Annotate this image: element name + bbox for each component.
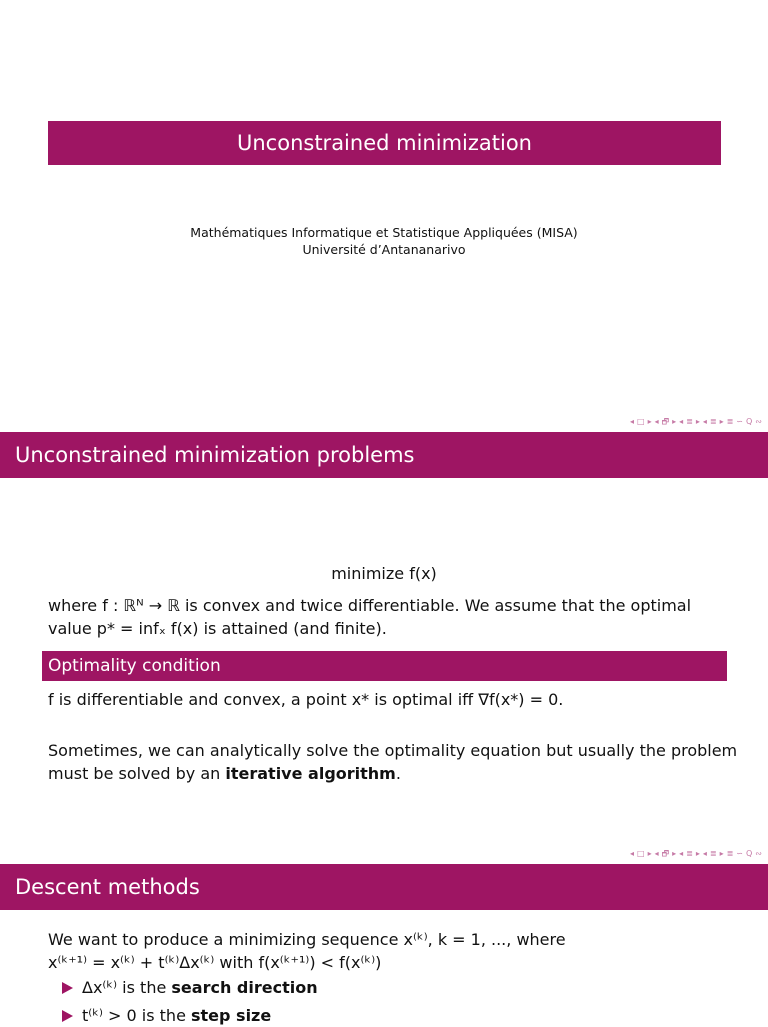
nav-right-icon[interactable]: ▸	[647, 849, 652, 858]
nav-subsection-icon[interactable]: 🗗	[661, 849, 670, 858]
text-line: where f : ℝᴺ → ℝ is convex and twice differentiable. We assume that the optimal	[48, 596, 692, 615]
bullet-triangle-icon	[62, 1010, 73, 1022]
nav-left-icon[interactable]: ◂	[654, 849, 659, 858]
presentation-title-text: Unconstrained minimization	[237, 131, 532, 155]
title-slide	[0, 0, 768, 432]
presentation-title	[48, 121, 721, 165]
emphasis-text: iterative algorithm	[225, 764, 396, 783]
nav-search-icon[interactable]: Q	[746, 849, 753, 858]
text-span: t⁽ᵏ⁾ > 0 is the	[82, 1006, 191, 1025]
nav-right-icon[interactable]: ▸	[719, 849, 724, 858]
optimality-text: f is differentiable and convex, a point x* is optimal iff ∇f(x*) = 0.	[48, 690, 564, 709]
text-line: value p* = infₓ f(x) is attained (and finite).	[48, 619, 387, 638]
nav-section-icon[interactable]: ≣	[686, 417, 693, 426]
nav-right-icon[interactable]: ▸	[695, 849, 700, 858]
affiliation-line2: Université d’Antananarivo	[302, 242, 466, 257]
emphasis-text: search direction	[171, 978, 318, 997]
text-span: .	[395, 764, 401, 783]
text-line: Sometimes, we can analytically solve the optimality equation but usually the problem	[48, 741, 738, 760]
nav-section-icon[interactable]: ≣	[709, 849, 717, 858]
slide-descent-methods	[0, 864, 768, 1024]
nav-align-icon[interactable]: ≣	[726, 849, 734, 858]
text-span: Δx⁽ᵏ⁾ is the	[82, 978, 172, 997]
nav-left-icon[interactable]: ◂	[629, 849, 634, 858]
nav-search-icon[interactable]: Q	[746, 417, 753, 426]
problem-description	[48, 594, 738, 640]
nav-section-icon[interactable]: ≣	[709, 417, 717, 426]
nav-right-icon[interactable]: ▸	[647, 417, 652, 426]
frame-title	[0, 432, 768, 478]
list-item	[62, 977, 318, 999]
text-span: must be solved by an	[48, 764, 226, 783]
nav-frame-icon[interactable]: □	[637, 417, 645, 426]
block-title	[42, 651, 727, 681]
frame-title-text: Unconstrained minimization problems	[15, 443, 415, 467]
block-title-text: Optimality condition	[48, 656, 221, 676]
nav-right-icon[interactable]: ▸	[672, 849, 677, 858]
text-line	[48, 762, 738, 785]
descent-description	[48, 928, 738, 974]
nav-forward-icon[interactable]: ∾	[755, 849, 762, 858]
nav-left-icon[interactable]: ◂	[679, 849, 684, 858]
nav-right-icon[interactable]: ▸	[719, 417, 724, 426]
affiliation-line1: Mathématiques Informatique et Statistique Appliquées (MISA)	[190, 225, 578, 240]
slide-unconstrained-problems	[0, 432, 768, 864]
nav-right-icon[interactable]: ▸	[672, 417, 677, 426]
frame-title	[0, 864, 768, 910]
bullet-text	[82, 977, 318, 999]
emphasis-text: step size	[191, 1006, 272, 1025]
text-line: We want to produce a minimizing sequence x⁽ᵏ⁾, k = 1, ..., where	[48, 930, 566, 949]
nav-left-icon[interactable]: ◂	[629, 417, 634, 426]
nav-section-icon[interactable]: ≣	[686, 849, 693, 858]
nav-left-icon[interactable]: ◂	[702, 849, 707, 858]
nav-forward-icon[interactable]: ∾	[755, 417, 762, 426]
nav-left-icon[interactable]: ◂	[702, 417, 707, 426]
beamer-navigation[interactable]	[630, 849, 762, 859]
nav-back-icon[interactable]: ∽	[736, 849, 743, 858]
nav-back-icon[interactable]: ∽	[736, 417, 743, 426]
beamer-navigation[interactable]	[630, 417, 762, 427]
text-line: x⁽ᵏ⁺¹⁾ = x⁽ᵏ⁾ + t⁽ᵏ⁾Δx⁽ᵏ⁾ with f(x⁽ᵏ⁺¹⁾) < f(x⁽ᵏ⁾)	[48, 953, 382, 972]
bullet-triangle-icon	[62, 982, 73, 994]
display-formula: minimize f(x)	[331, 564, 437, 583]
nav-left-icon[interactable]: ◂	[679, 417, 684, 426]
frame-title-text: Descent methods	[15, 875, 200, 899]
nav-subsection-icon[interactable]: 🗗	[661, 417, 670, 426]
nav-frame-icon[interactable]: □	[637, 849, 645, 858]
nav-align-icon[interactable]: ≣	[726, 417, 734, 426]
iterative-note	[48, 739, 738, 785]
nav-right-icon[interactable]: ▸	[695, 417, 700, 426]
nav-left-icon[interactable]: ◂	[654, 417, 659, 426]
